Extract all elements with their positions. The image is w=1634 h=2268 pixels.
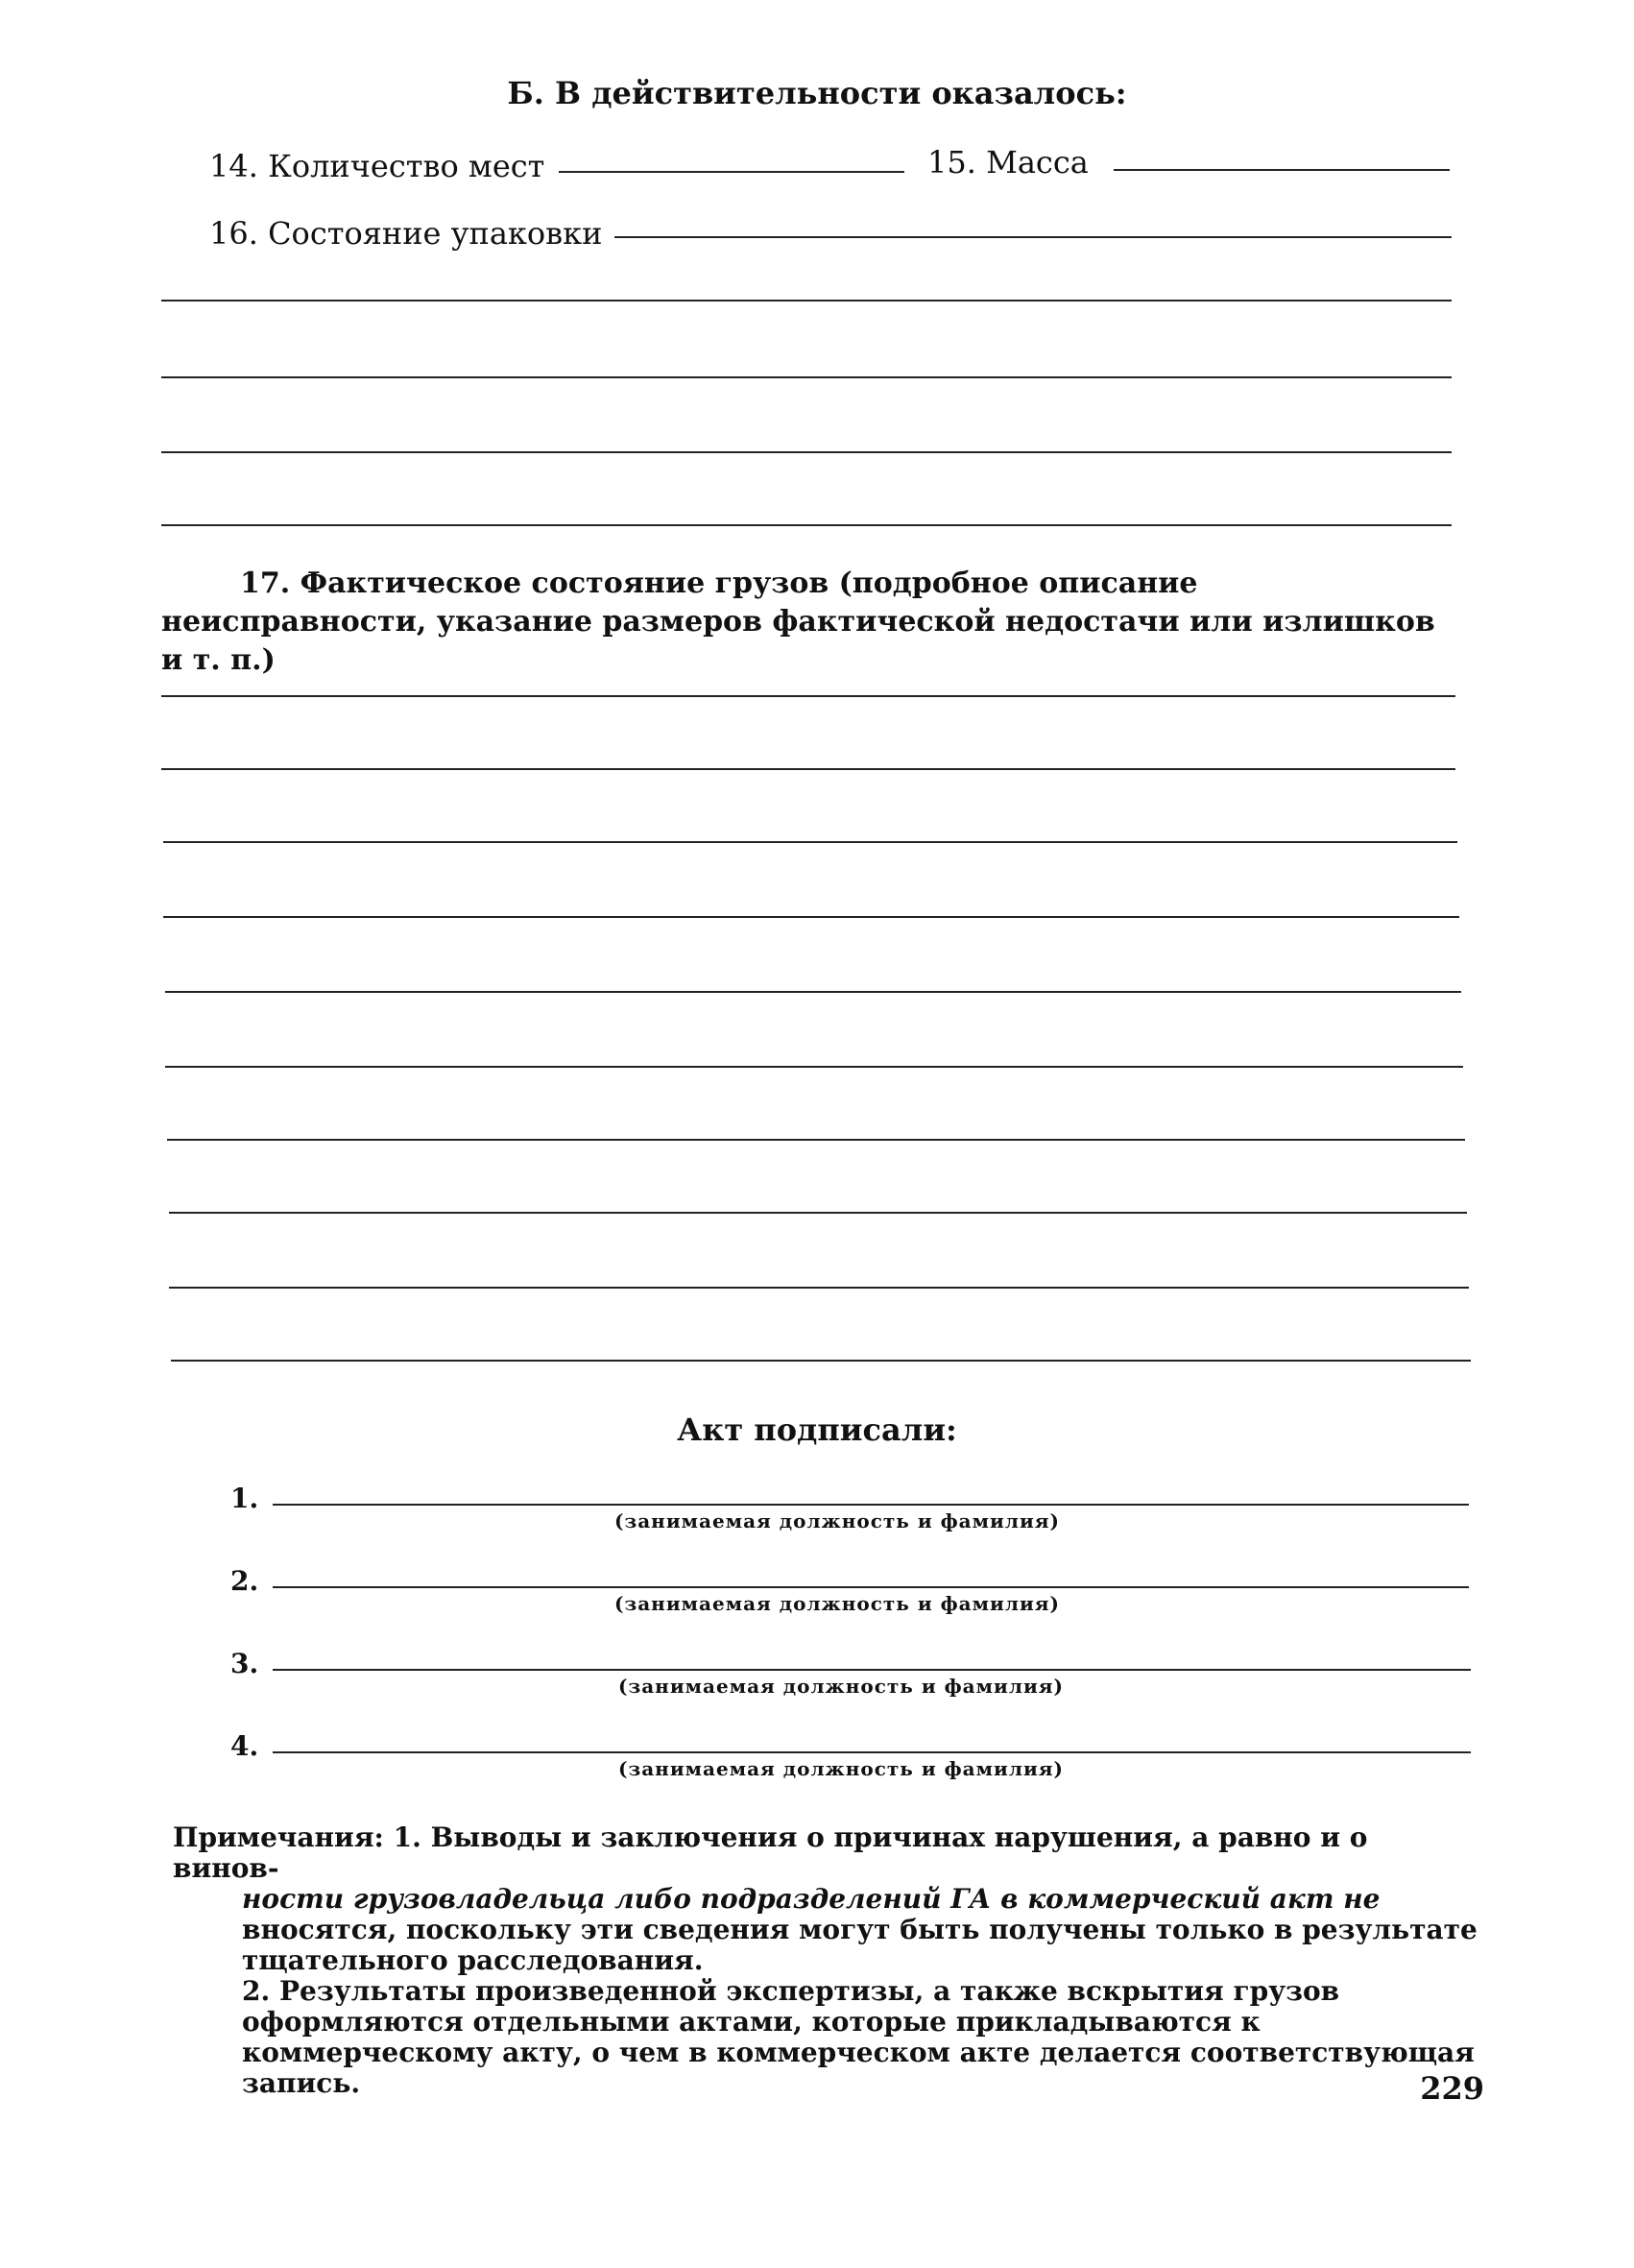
count-field[interactable] [559,171,904,173]
signature-number: 4. [230,1730,259,1762]
mass-field[interactable] [1114,169,1450,171]
signature-line[interactable] [273,1586,1469,1588]
item17-text: 17. Фактическое состояние грузов (подробное описание неисправности, указание размеров фактической недостачи или излишков и т. п.) [161,567,1435,677]
signature-caption: (занимаемая должность и фамилия) [614,1592,1061,1615]
signature-caption: (занимаемая должность и фамилия) [614,1509,1061,1532]
count-label: 14. Количество мест [209,148,545,184]
signatures-title: Акт подписали: [677,1411,957,1448]
cargo-state-line[interactable] [161,695,1455,697]
cargo-state-line[interactable] [163,841,1457,843]
packaging-field-line[interactable] [614,236,1452,238]
signature-line[interactable] [273,1751,1471,1753]
signature-line[interactable] [273,1504,1469,1506]
page-number: 229 [1420,2070,1484,2107]
cargo-state-line[interactable] [165,991,1461,993]
notes-block [173,1822,1478,2099]
packaging-field-line[interactable] [161,300,1452,302]
signature-number: 3. [230,1648,259,1679]
packaging-field-line[interactable] [161,524,1452,526]
note-1-continuation [173,1884,1478,1976]
section-heading: Б. В действительности оказалось: [507,75,1127,111]
packaging-field-line[interactable] [161,451,1452,453]
note-1-number: 1. [393,1822,421,1853]
note-2 [173,1976,1478,2099]
cargo-state-line[interactable] [171,1360,1471,1362]
cargo-state-line[interactable] [169,1212,1467,1214]
signature-number: 2. [230,1565,259,1597]
signature-line[interactable] [273,1669,1471,1671]
note-2-text: 2. Результаты произведенной экспертизы, а также вскрытия грузов оформляются отдельными актами, которые прикладываются к коммерческому акту, о чем в коммерческом акте делается соответствующая запись. [242,1975,1475,2099]
note-1-text-c: вносятся, поскольку эти сведения могут быть получены только в результате тщательного расследования. [242,1914,1478,1976]
packaging-label: 16. Состояние упаковки [209,215,603,252]
cargo-state-line[interactable] [167,1139,1465,1141]
note-1-text-a: Выводы и заключения о причинах нарушения, а равно и о винов- [173,1822,1368,1884]
note-1-text-b: ности грузовладельца либо подразделений ГА в коммерческий акт не [242,1883,1381,1915]
note-1 [173,1822,1478,1976]
signature-caption: (занимаемая должность и фамилия) [618,1675,1065,1698]
cargo-state-line[interactable] [163,916,1459,918]
packaging-field-line[interactable] [161,376,1452,378]
cargo-state-line[interactable] [161,768,1455,770]
signature-caption: (занимаемая должность и фамилия) [618,1757,1065,1780]
cargo-state-line[interactable] [169,1287,1469,1289]
mass-label: 15. Масса [927,144,1089,181]
notes-label: Примечания: [173,1822,384,1853]
signature-number: 1. [230,1483,259,1514]
cargo-state-line[interactable] [165,1066,1463,1068]
